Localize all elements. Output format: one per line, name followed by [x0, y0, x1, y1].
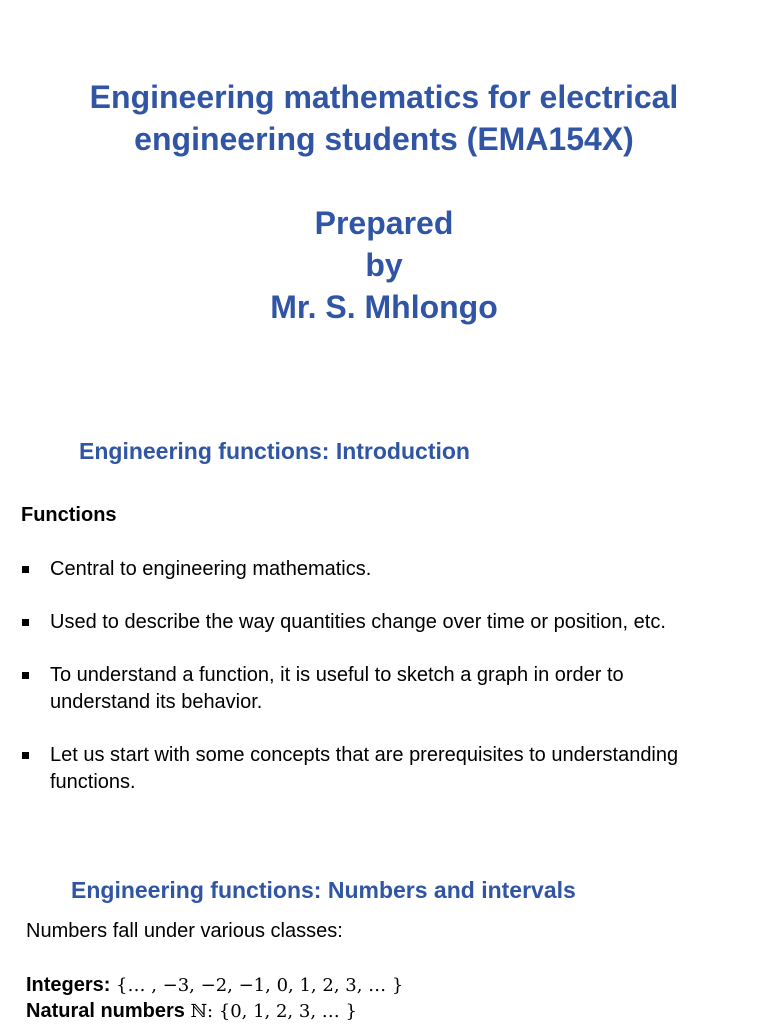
bullet-text: Used to describe the way quantities change over time or position, etc.	[50, 611, 666, 633]
title-author: Mr. S. Mhlongo	[270, 289, 498, 325]
title-by: by	[365, 247, 403, 283]
section-heading-numbers: Engineering functions: Numbers and intervals	[71, 877, 576, 903]
bullet-text: To understand a function, it is useful to sketch a graph in order to understand its behavior.	[50, 664, 624, 713]
section-heading-introduction: Engineering functions: Introduction	[79, 438, 470, 464]
title-line-1: Engineering mathematics for electrical	[89, 79, 679, 115]
title-line-2: engineering students (EMA154X)	[134, 121, 634, 157]
integers-set: {… , −3, −2, −1, 0, 1, 2, 3, … }	[116, 975, 404, 996]
natural-numbers-set: : {0, 1, 2, 3, … }	[206, 1001, 357, 1022]
square-bullet-icon	[22, 752, 29, 759]
square-bullet-icon	[22, 566, 29, 573]
functions-subheading: Functions	[21, 504, 117, 526]
bullet-text: Let us start with some concepts that are prerequisites to understanding functions.	[50, 744, 679, 793]
natural-numbers-definition	[26, 998, 357, 1025]
natural-numbers-label: Natural numbers	[26, 1000, 185, 1022]
integers-definition	[26, 972, 403, 999]
integers-label: Integers:	[26, 974, 111, 996]
square-bullet-icon	[22, 672, 29, 679]
square-bullet-icon	[22, 619, 29, 626]
numbers-intro-text: Numbers fall under various classes:	[26, 920, 343, 942]
bullet-text: Central to engineering mathematics.	[50, 558, 372, 580]
title-prepared: Prepared	[314, 205, 454, 241]
bullet-item	[0, 742, 768, 796]
bullet-item	[0, 556, 768, 583]
title-spacer	[0, 160, 768, 202]
bullet-list	[0, 556, 768, 822]
document-title	[0, 76, 768, 328]
natural-numbers-symbol: ℕ	[190, 1001, 207, 1022]
bullet-item	[0, 662, 768, 716]
bullet-item	[0, 609, 768, 636]
